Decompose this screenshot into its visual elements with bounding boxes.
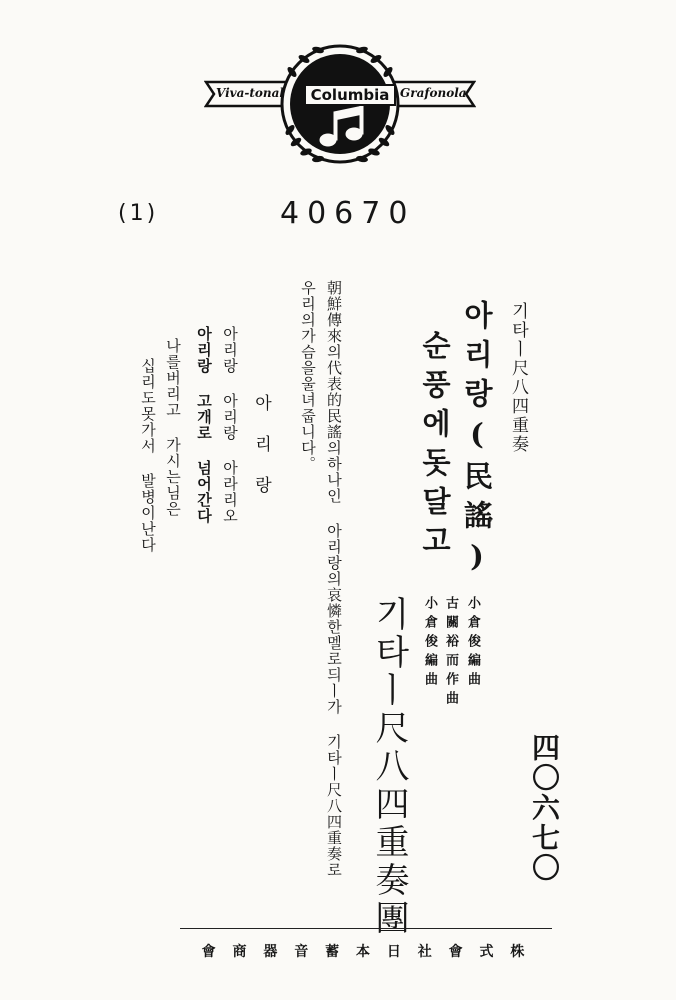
lyrics-line: 아리랑 고개로 넘어간다 (195, 326, 213, 524)
description-line: 朝鮮傳來의代表的民謠의하나인 아리랑의哀憐한멜로듸ㅣ가 기타ㅣ尺八四重奏로 (325, 280, 343, 878)
lyrics-line: 십리도못가서 발병이난다 (139, 358, 157, 553)
lyrics-title: 아리랑 (251, 394, 271, 517)
logo-left-text: Viva-tonal (216, 86, 284, 100)
lyrics-line: 아리랑 아리랑 아라리오 (221, 326, 239, 524)
company-name: 會 商 器 音 蓄 本 日 社 會 式 株 (201, 944, 531, 960)
footer-divider (180, 928, 552, 929)
laurel-wreath-emblem (204, 42, 476, 172)
side-number: (1) (118, 201, 159, 226)
logo-right-text: Grafonola (400, 86, 467, 100)
columbia-logo (204, 42, 476, 172)
performer-group: 기타ㅣ尺八四重奏團 (369, 596, 409, 938)
description-line: 우리의가슴을울녀줍니다。 (299, 280, 317, 472)
lyrics-line: 나를버리고 가시는님은 (164, 338, 182, 517)
arranger-credit: 小倉俊編曲 (465, 596, 480, 691)
song-title-arirang: 아리랑(民謠) (460, 300, 494, 583)
composer-credit: 古關裕而作曲 (443, 596, 458, 710)
logo-center-text: Columbia (304, 84, 396, 106)
arranger-credit: 小倉俊編曲 (422, 596, 437, 691)
catalog-number: 40670 (280, 196, 416, 231)
kanji-catalog-number: 四〇六七〇 (528, 733, 561, 883)
performer-line: 기타ㅣ尺八四重奏 (508, 302, 528, 454)
song-title-second: 순풍에돗달고 (418, 330, 452, 564)
